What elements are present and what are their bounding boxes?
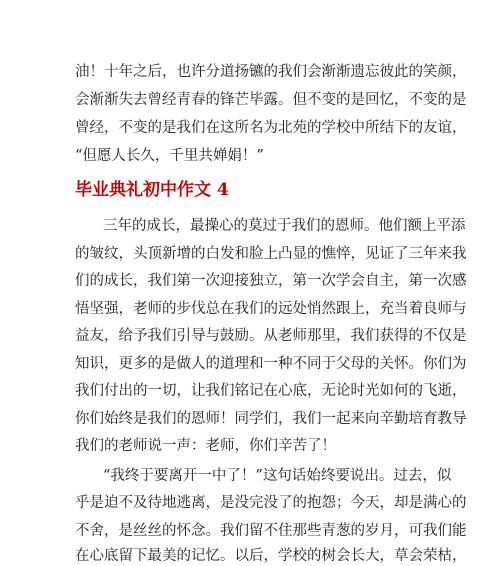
text-line: 我们的老师说一声：老师，你们辛苦了！ [75, 438, 336, 454]
text-line: 会渐渐失去曾经青春的锋芒毕露。但不变的是回忆，不变的是 [75, 92, 467, 108]
text-line: 悟坚强，老师的步伐总在我们的远处悄然跟上，充当着良师与 [75, 301, 467, 317]
text-line: 不舍，是丝丝的怀念。我们留不住那些青葱的岁月，可我们能 [75, 523, 467, 539]
text-line: 三年的成长，最操心的莫过于我们的恩师。他们额上平添 [103, 218, 466, 234]
text-line: 益友，给予我们引导与鼓励。从老师那里，我们获得的不仅是 [75, 328, 467, 344]
text-line: 们的成长，我们第一次迎接独立，第一次学会自主，第一次感 [75, 273, 467, 289]
text-line: 你们始终是我们的恩师！同学们，我们一起来向辛勤培育教导 [75, 411, 467, 427]
text-line: 在心底留下最美的记忆。以后，学校的树会长大，草会荣枯， [75, 548, 467, 564]
text-line: 曾经，不变的是我们在这所名为北苑的学校中所结下的友谊， [75, 120, 467, 136]
text-line: 的皱纹，头顶新增的白发和脸上凸显的憔悴，见证了三年来我 [75, 246, 467, 262]
text-line: 知识，更多的是做人的道理和一种不同于父母的关怀。你们为 [75, 356, 467, 372]
text-line: “但愿人长久，千里共婵娟！” [75, 148, 264, 164]
text-line: “我终于要离开一中了！”这句话始终要说出。过去，似 [103, 468, 452, 484]
text-line: 油！十年之后，也许分道扬镳的我们会渐渐遗忘彼此的笑颜， [75, 64, 467, 80]
text-line: 我们付出的一切，让我们铭记在心底，无论时光如何的飞逝， [75, 383, 467, 399]
section-heading: 毕业典礼初中作文 4 [75, 180, 229, 200]
text-line: 乎是迫不及待地逃离，是没完没了的抱怨；今天，却是满心的 [75, 495, 467, 511]
